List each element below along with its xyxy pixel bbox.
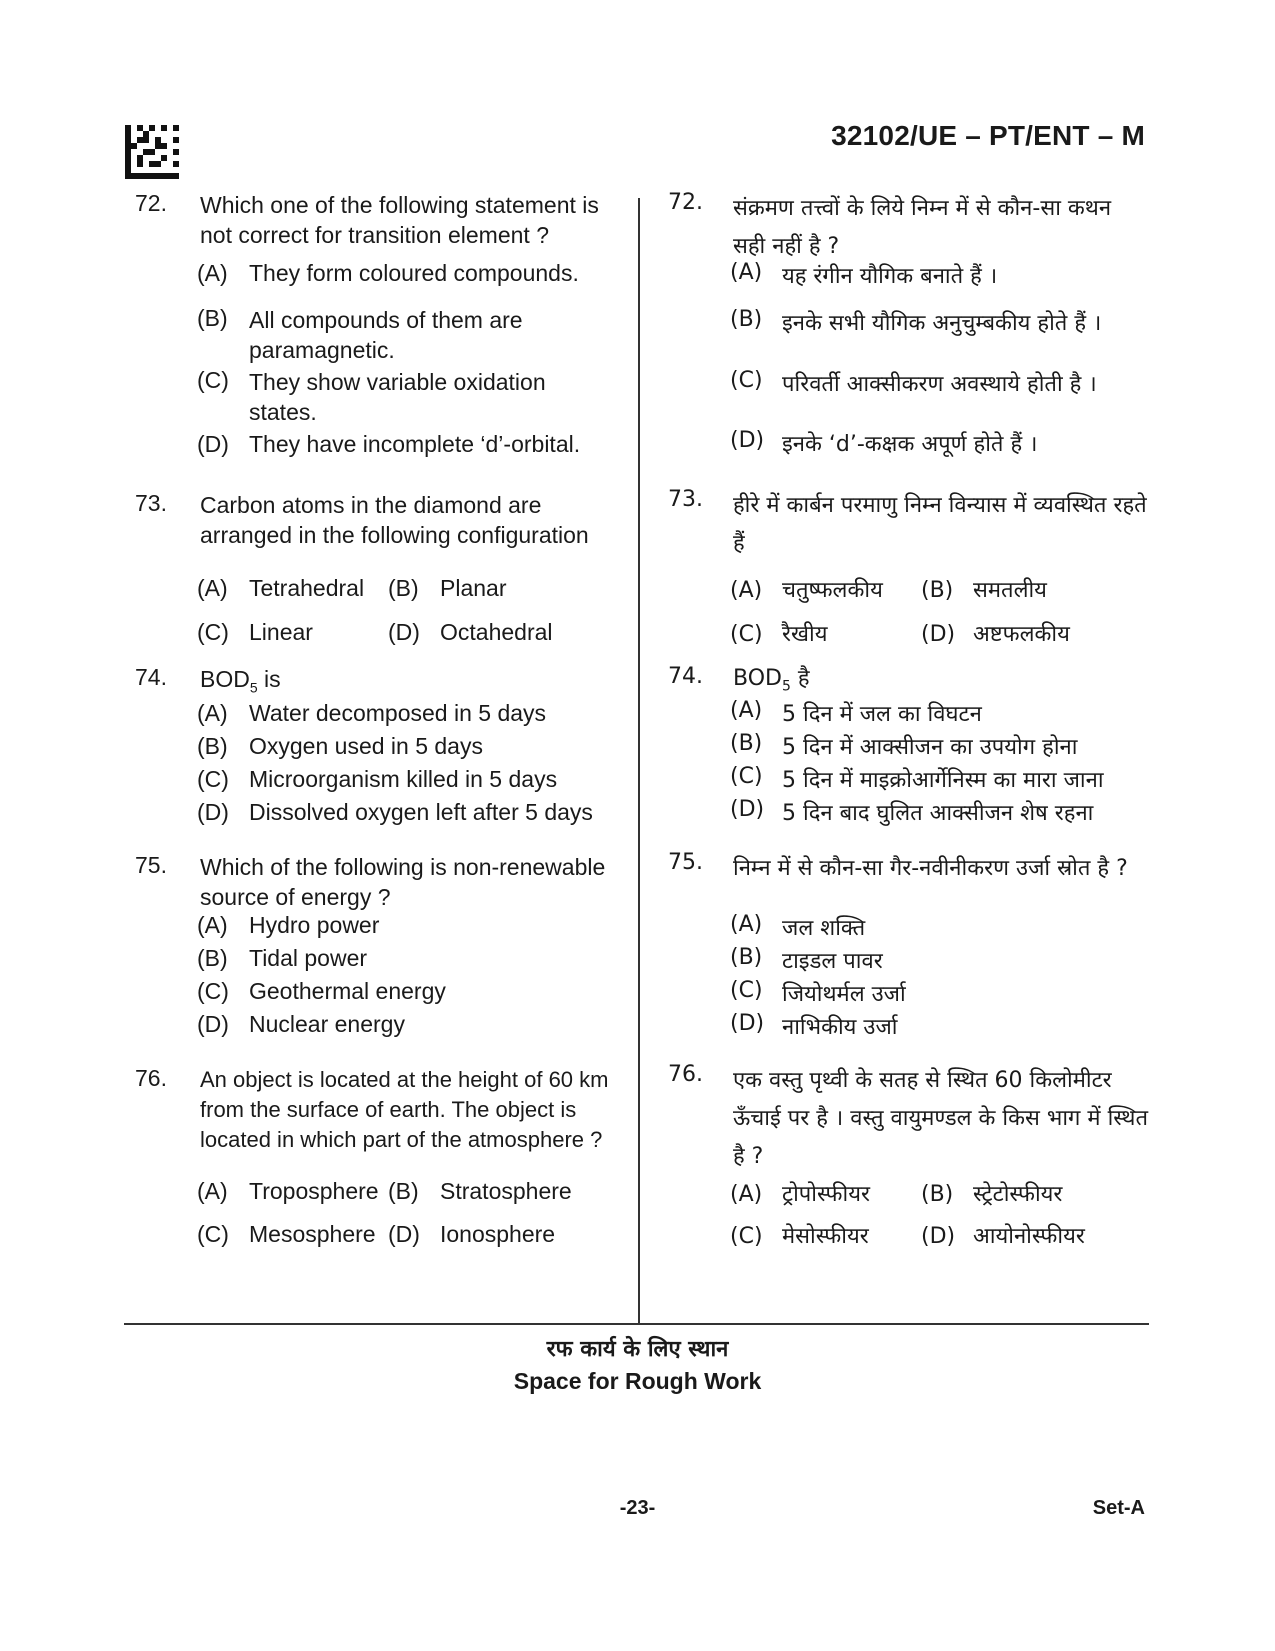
option-c: (C) जियोथर्मल उर्जा: [730, 978, 906, 1007]
option-c: (C) Microorganism killed in 5 days: [197, 766, 558, 792]
option-d: (D) नाभिकीय उर्जा: [730, 1011, 898, 1040]
option-d: (D) 5 दिन बाद घुलित आक्सीजन शेष रहना: [730, 797, 1094, 826]
question-text: संक्रमण तत्त्वों के लिये निम्न में से कौन-सा कथन सही नहीं है ?: [733, 196, 1112, 259]
option-a: (A) Tetrahedral: [197, 575, 365, 601]
question-number: 73.: [668, 487, 703, 512]
option-a: (A) चतुष्फलकीय: [730, 578, 883, 603]
option-b: (B) Oxygen used in 5 days: [197, 733, 483, 759]
question-number: 75.: [135, 852, 167, 878]
question-number: 75.: [668, 850, 703, 875]
option-d: (D) आयोनोस्फीयर: [921, 1224, 1085, 1249]
question-text: निम्न में से कौन-सा गैर-नवीनीकरण उर्जा स्रोत है ?: [733, 856, 1128, 881]
rough-work-hindi: रफ कार्य के लिए स्थान: [546, 1337, 729, 1362]
rough-work-english: Space for Rough Work: [513, 1368, 762, 1394]
option-b: (B) All compounds of them are paramagnetic.: [197, 305, 523, 363]
option-b: (B) समतलीय: [921, 578, 1047, 603]
column-divider: [638, 198, 640, 1323]
option-c: (C) They show variable oxidation states.: [197, 367, 546, 425]
option-d: (D) इनके ‘d’-कक्षक अपूर्ण होते हैं ।: [730, 428, 1038, 457]
question-number: 73.: [135, 490, 167, 516]
question-text: Which of the following is non-renewable source of energy ?: [200, 854, 606, 910]
footer-divider: [124, 1323, 1149, 1325]
page-number: -23-: [619, 1497, 656, 1519]
option-b: (B) Planar: [388, 575, 507, 601]
option-d: (D) Octahedral: [388, 619, 553, 645]
question-number: 76.: [135, 1065, 167, 1091]
set-label: Set-A: [1092, 1497, 1145, 1519]
option-b: (B) 5 दिन में आक्सीजन का उपयोग होना: [730, 731, 1078, 760]
question-text: हीरे में कार्बन परमाणु निम्न विन्यास में व्यवस्थित रहते हैं: [733, 493, 1147, 556]
option-a: (A) जल शक्ति: [730, 912, 866, 941]
paper-code: 32102/UE – PT/ENT – M: [831, 120, 1145, 151]
option-a: (A) ट्रोपोस्फीयर: [730, 1182, 870, 1207]
option-a: (A) यह रंगीन यौगिक बनाते हैं ।: [730, 260, 998, 289]
option-a: (A) They form coloured compounds.: [197, 260, 579, 286]
option-a: (A) Water decomposed in 5 days: [197, 700, 547, 726]
question-text: Which one of the following statement is not correct for transition element ?: [200, 192, 599, 248]
option-b: (B) इनके सभी यौगिक अनुचुम्बकीय होते हैं ।: [730, 307, 1102, 336]
option-c: (C) 5 दिन में माइक्रोआर्गेनिस्म का मारा जाना: [730, 764, 1104, 793]
option-c: (C) रैखीय: [730, 622, 828, 647]
option-d: (D) Dissolved oxygen left after 5 days: [197, 799, 593, 825]
question-number: 76.: [668, 1062, 703, 1087]
option-d: (D) They have incomplete ‘d’-orbital.: [197, 431, 581, 457]
question-text: एक वस्तु पृथ्वी के सतह से स्थित 60 किलोमीटर ऊँचाई पर है । वस्तु वायुमण्डल के किस भाग में स्थित है ?: [733, 1068, 1148, 1169]
option-d: (D) अष्टफलकीय: [921, 622, 1070, 647]
option-b: (B) Tidal power: [197, 945, 368, 971]
qr-code: [125, 125, 179, 179]
option-d: (D) Ionosphere: [388, 1221, 556, 1247]
option-c: (C) Geothermal energy: [197, 978, 446, 1004]
question-number: 74.: [135, 664, 167, 690]
option-d: (D) Nuclear energy: [197, 1011, 405, 1037]
option-b: (B) स्ट्रेटोस्फीयर: [921, 1182, 1063, 1207]
question-text: $BOD_5$ है: [733, 666, 810, 695]
option-a: (A) 5 दिन में जल का विघटन: [730, 698, 982, 727]
option-b: (B) टाइडल पावर: [730, 945, 883, 974]
question-number: 72.: [135, 190, 167, 216]
option-a: (A) Hydro power: [197, 912, 380, 938]
question-text: $BOD_5$ is: [200, 666, 281, 696]
option-c: (C) Mesosphere: [197, 1221, 376, 1247]
option-a: (A) Troposphere: [197, 1178, 379, 1204]
question-number: 74.: [668, 664, 703, 689]
option-c: (C) Linear: [197, 619, 313, 645]
question-text: An object is located at the height of 60 km from the surface of earth. The object is located in which part of the atmosphere ?: [200, 1067, 609, 1152]
option-b: (B) Stratosphere: [388, 1178, 572, 1204]
question-text: Carbon atoms in the diamond are arranged in the following configuration: [200, 492, 589, 548]
option-c: (C) मेसोस्फीयर: [730, 1224, 869, 1249]
question-number: 72.: [668, 190, 703, 215]
option-c: (C) परिवर्ती आक्सीकरण अवस्थाये होती है ।: [730, 368, 1097, 397]
